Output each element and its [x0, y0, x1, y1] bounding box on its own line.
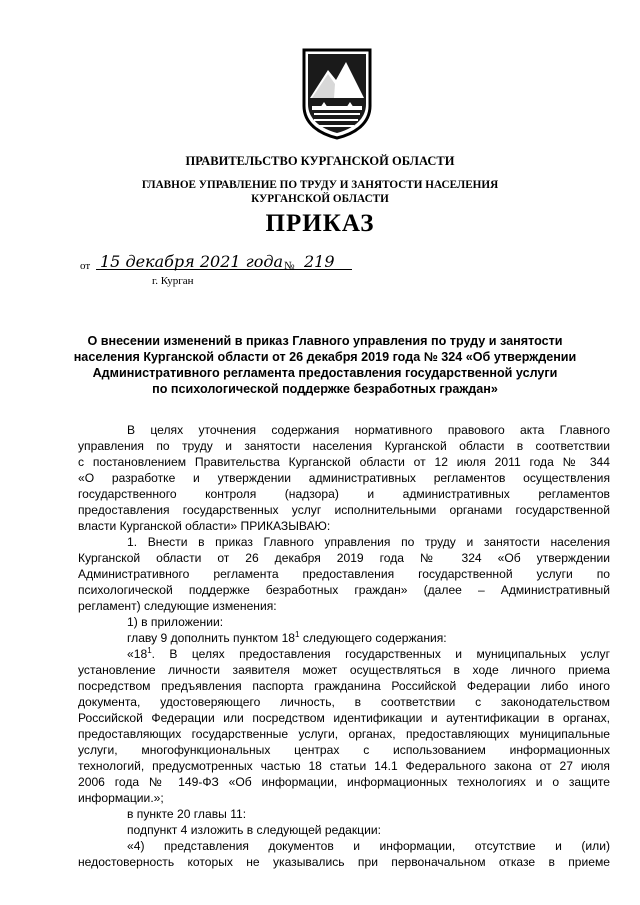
body-line: 1. Внести в приказ Главного управления по труду и занятости населения	[127, 535, 610, 549]
body-line: информации.»;	[78, 791, 164, 805]
title-line: О внесении изменений в приказ Главного управления по труду и занятости	[87, 334, 563, 348]
org-name-line: ГЛАВНОЕ УПРАВЛЕНИЕ ПО ТРУДУ И ЗАНЯТОСТИ НАСЕЛЕНИЯ	[141, 179, 499, 191]
body-line: недостоверность которых не указывались при первоначальном отказе в приеме	[78, 855, 610, 869]
body-line: государственного контроля (надзора) и административных регламентов	[78, 487, 610, 501]
org-name-line: КУРГАНСКОЙ ОБЛАСТИ	[251, 193, 389, 205]
body-line: услуги, многофункциональных центрах с использованием информационных	[78, 743, 610, 757]
body-line: Российской Федерации или посредством идентификации и аутентификации в органах,	[78, 711, 610, 725]
body-line: подпункт 4 изложить в следующей редакции:	[127, 823, 381, 837]
number-label: №	[284, 260, 295, 272]
body-line: предоставляющих государственные услуги, органах, предоставляющих муниципальные	[78, 727, 610, 741]
superscript: 1	[147, 645, 152, 655]
body-line: Курганской области от 26 декабря 2019 года № 324 «Об утверждении	[78, 551, 610, 565]
title-line: населения Курганской области от 26 декабря 2019 года № 324 «Об утверждении	[73, 350, 577, 364]
body-line: посредством предъявления паспорта гражданина Российской Федерации либо иного	[78, 679, 610, 693]
body-line: документа, удостоверяющего личность, в соответствии с законодательством	[78, 695, 610, 709]
body-line: «О разработке и утверждении административных регламентов осуществления	[78, 471, 610, 485]
body-text: . В целях предоставления государственных и муниципальных услуг	[151, 647, 610, 661]
handwritten-number: 219	[304, 252, 335, 271]
handwritten-date: 15 декабря 2021 года	[100, 252, 284, 271]
coat-of-arms-emblem	[302, 48, 372, 140]
org-name-department	[0, 178, 640, 206]
body-text: следующего содержания:	[299, 631, 447, 645]
date-number-line	[80, 254, 380, 274]
document-type: ПРИКАЗ	[265, 210, 375, 237]
body-line: технологий, предусмотренных частью 18 статьи 14.1 Федерального закона от 27 июля	[78, 759, 610, 773]
org-name-government: ПРАВИТЕЛЬСТВО КУРГАНСКОЙ ОБЛАСТИ	[185, 154, 455, 168]
body-line: психологической поддержке безработных граждан» (далее – Административный	[78, 583, 610, 597]
body-line: 1) в приложении:	[127, 615, 224, 629]
body-line	[78, 630, 610, 646]
document-body	[78, 422, 610, 870]
body-text: главу 9 дополнить пунктом 18	[127, 631, 296, 645]
body-line: управления по труду и занятости населения Курганской области в соответствии	[78, 439, 610, 453]
from-label: от	[80, 260, 91, 272]
body-line	[78, 646, 610, 662]
body-line: В целях уточнения содержания нормативного правового акта Главного	[127, 423, 610, 437]
body-line: с постановлением Правительства Курганской области от 12 июля 2011 года № 344	[78, 455, 610, 469]
body-line: регламент) следующие изменения:	[78, 599, 277, 613]
title-line: Административного регламента предоставления государственной услуги	[92, 366, 558, 380]
body-line: установление личности заявителя может осуществляться в ходе личного приема	[78, 663, 610, 677]
document-title	[60, 333, 590, 397]
title-line: по психологической поддержке безработных граждан»	[152, 382, 498, 396]
superscript: 1	[295, 629, 300, 639]
body-line: Административного регламента предоставления государственной услуги по	[78, 567, 610, 581]
body-line: в пункте 20 главы 11:	[127, 807, 247, 821]
city-label: г. Курган	[152, 275, 194, 287]
body-text: «18	[127, 647, 148, 661]
body-line: 2006 года № 149-ФЗ «Об информации, информационных технологиях и о защите	[78, 775, 610, 789]
body-line: власти Курганской области» ПРИКАЗЫВАЮ:	[78, 519, 331, 533]
body-line: предоставления государственных услуг исполнительными органами государственной	[78, 503, 610, 517]
body-line: «4) представления документов и информации, отсутствие и (или)	[127, 839, 610, 853]
